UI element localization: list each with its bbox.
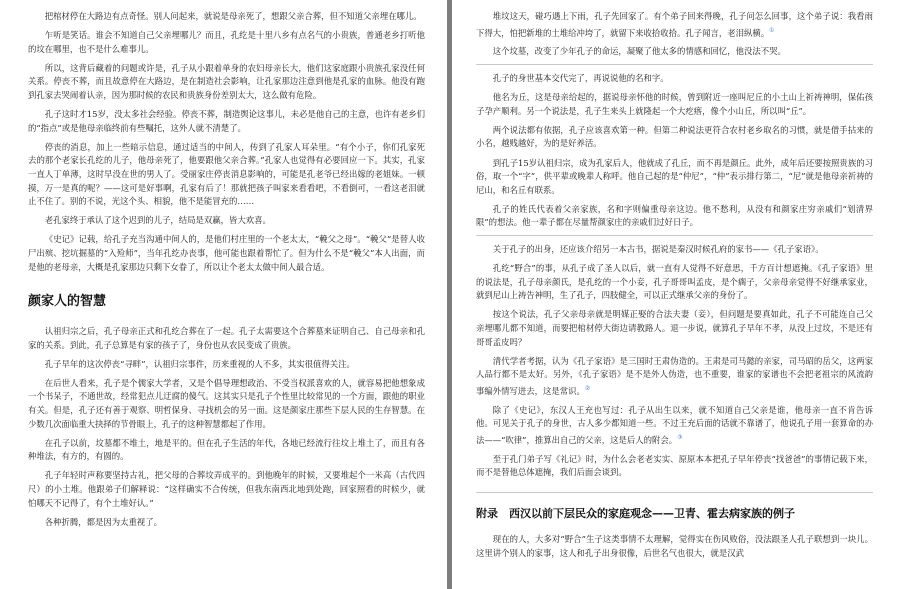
paragraph: 把棺材停在大路边有点奇怪。别人问起来，就说是母亲死了，想跟父亲合葬，但不知道父亲埋在哪儿。 — [44, 11, 422, 21]
paragraph: 关于孔子的出身，还应该介绍另一本古书，据说是秦汉时候孔府的家书——《孔子家语》。 — [492, 244, 824, 255]
paragraph: 认祖归宗之后，孔子母亲正式和孔纥合葬在了一起。孔子太需要这个合葬墓来证明自己、自己母亲和孔家的关系。到此，孔子总算是有家的孩子了，身份也从农民变成了贵族。 — [28, 326, 425, 350]
paragraph: 到孔子15岁认祖归宗，成为孔家后人，他就成了孔丘，而不再是颜丘。此外，成年后还要按照贵族的习俗，取一个“字”，供平辈或晚辈人称呼。他自己起的是“仲尼”，“仲”表示排行第二，“尼”就是他母亲祈祷的尼山，和名丘有联系。 — [476, 157, 873, 195]
footnote-marker[interactable]: ③ — [677, 433, 683, 441]
paragraph — [476, 355, 873, 399]
paragraph: 两个说法都有依据，孔子应该喜欢第一种。但第二种说法更符合农村老乡取名的习惯，就是借手拈来的小名，越贱越好，为的是好养活。 — [476, 124, 873, 149]
paragraph: 孔子的姓氏代表着父亲家族，名和字则偏重母亲这边。他不愁利，从没有和颜家庄穷亲戚们“划清界限”的想法。他一辈子都在尽量帮颜家庄的亲戚们过好日子。 — [476, 203, 873, 236]
paragraph: 孔子年轻时声称要坚持古礼，把父母的合葬坟弄成平的。到他晚年的时候，又要堆起个一米高（古代四尺）的小土堆。他跟弟子们解释说：“这样确实不合传统，但我东南西北地到处跑，回家照看的时候少，就怕哪天不记得了，有个土堆好认。” — [28, 470, 425, 508]
paragraph — [476, 10, 873, 40]
paragraph: 这个坟墓，改变了少年孔子的命运，凝聚了他太多的情感和回忆，他没法不哭。 — [476, 45, 873, 65]
footnote-marker[interactable]: ① — [769, 26, 775, 34]
paragraph: 所以，这背后藏着的问题或许是，孔子从小跟着单身的农妇母亲长大，他们这家庭跟小贵族孔家没任何关系。停丧不葬，而且故意停在大路边，是在制造社会影响，让孔家那边注意到他是孔家的血脉。他没有跑到孔家去哭闹着认亲，因为那时候的农民和贵族身份差别太大，这么做有危险。 — [28, 62, 425, 100]
paragraph: 在后世人看来，孔子是个儒家大学者，又是个倡导理想政治、不受当权派喜欢的人，就容易把他想象成一个书呆子，不通世故，经常犯点儿迂腐的傻气。这其实只是孔子个性里比较常见的一个方面，跟他的职业有关。但是，孔子还有善于观察、明哲保身、寻找机会的另一面。这是颜家庄那些下层人民的生存智慧。在少数几次面临重大抉择的节骨眼上，孔子的这种智慧都起了作用。 — [28, 377, 425, 429]
paragraph: 孔子早年的这次停丧“寻畔”，认祖归宗事件，历来重视的人不多，其实很值得关注。 — [44, 358, 355, 369]
paragraph: 孔子这时才15岁，没太多社会经验。停丧不葬，制造舆论这事儿，未必是他自己的主意，也许有老乡们的“指点”或是他母亲临终前有些嘱托，这外人就不清楚了。 — [28, 109, 425, 133]
paragraph: 在孔子以前，坟墓都不堆土，地是平的。但在孔子生活的年代，各地已经流行往坟上堆土了，而且有各种堆法，有方的，有圆的。 — [28, 437, 425, 462]
paragraph: 至于孔门弟子写《礼记》时，为什么会老老实实、原原本本把孔子早年停丧“找爸爸”的事情记载下来，而不是替他总体遮掩，我们后面会谈到。 — [476, 453, 873, 478]
paragraph: 现在的人，大多对“野合”生子这类事情不太理解，觉得实在伤风败俗，没法跟圣人孔子联想到一块儿。这里讲个别人的家事，这人和孔子出身很像，后世名气也很大，就是汉武 — [476, 534, 873, 558]
paragraph: 孔子的身世基本交代完了，再说说他的名和字。 — [492, 73, 669, 84]
paragraph: 老孔家终于承认了这个迟到的儿子，结局是双赢，皆大欢喜。 — [44, 215, 271, 226]
paragraph: 各种折腾，都是因为太重视了。 — [44, 516, 163, 527]
footnote-marker[interactable]: ② — [584, 384, 591, 392]
appendix-heading: 附录 西汉以前下层民众的家庭观念——卫青、霍去病家族的例子 — [476, 492, 873, 521]
paragraph: 停丧的消息，加上一些暗示信息，通过适当的中间人，传到了孔家人耳朵里。“有个小子，你们孔家死去的那个老家长孔纥的儿子，他母亲死了，他要跟他父亲合葬。”孔家人也觉得有必要回应一下。其实，孔家一直人丁单薄，这时早没在世的男人了。受丽家庄停丧消息影响的，可能是孔老爷已经出嫁的老姐妹。一顿摸，万一是真的呢？——这可是好事啊，孔家有后了！那就把孩子叫家来看看吧，不看倒可，一看这老泪就止不住了。别的不说，光这个头、相貌，他不是能冒充的…… — [28, 141, 425, 207]
paragraph: 他名为丘，这是母亲给起的，据说母亲怀他的时候，曾到附近一座叫尼丘的小土山上祈祷神明，保佑孩子孕产顺利。另一个说法是，孔子生来头上就隆起一个大疙瘩，像个小山丘，所以叫“丘”。 — [476, 92, 873, 116]
paragraph: 孔纥“野合”的事，从孔子成了圣人以后，就一直有人觉得不好意思，千方百计想遮掩。《孔子家语》里的说法是，孔子母亲颜氏，是孔纥的一个小妾，孔子哥哥叫孟皮，是个瘸子，父亲母亲觉得不好继承家业，就到尼山上祷告神明，生了孔子，四肢健全，可以正式继承父亲的身份了。 — [476, 263, 873, 301]
right-page — [452, 0, 897, 589]
paragraph: 《史记》记载，给孔子充当沟通中间人的，是他们村庄里的一个老太太，“輓父之母”。“輓父”是替人收尸出殡、挖坑掘墓的“入殓师”，当年孔纥办丧事，他可能也跟着帮忙了。但为什么不是“輓父”本人出面，而是他的老母亲，大概是孔家那边只剩下女眷了，所以让个老太太做中间人最合适。 — [28, 234, 425, 272]
paragraph — [476, 404, 873, 448]
paragraph-text: 清代学者考据，认为《孔子家语》是三国时王肃伪造的。王肃是司马懿的亲家，司马昭的岳父，这两家人品行都不是太好。另外，《孔子家语》是不是外人伪造，也不重要，谁家的家谱也不会把老祖宗的风流韵事编外情写进去，这是常识。 — [476, 355, 873, 396]
left-page — [0, 0, 447, 589]
paragraph: 乍听是笑话。谁会不知道自己父亲埋哪儿？而且，孔纥是十里八乡有点名气的小贵族，普通老乡打听他的坟在哪里，也不是什么难事儿。 — [28, 30, 425, 54]
section-heading: 颜家人的智慧 — [28, 294, 107, 310]
paragraph: 按这个说法，孔子父亲母亲就是明媒正娶的合法夫妻（妾），但问题是要真如此，孔子不可能连自己父亲埋哪儿都不知道，而要把棺材停大街边请教路人。退一步说，就算孔子早年不孝，从没上过坟，不是还有哥哥孟皮吗？ — [476, 309, 873, 347]
paragraph-text: 除了《史记》，东汉人王充也写过：孔子从出生以来，就不知道自己父亲是谁，他母亲一直不肯告诉他。可见关于孔子的身世，古人多少都知道一些。不过王充后面的话就不靠谱了，他说孔子用一套算命的办法——“吹律”，推算出自己的父亲，这是后人的附会。 — [476, 404, 873, 445]
paragraph-text: 堆坟这天，碰巧遇上下雨，孔子先回家了。有个弟子回来得晚，孔子问怎么回事，这个弟子说：我看雨下得大，怕把新堆的土堆给冲垮了，就留下来收拾收拾。孔子闻言，老泪纵横。 — [476, 11, 873, 38]
